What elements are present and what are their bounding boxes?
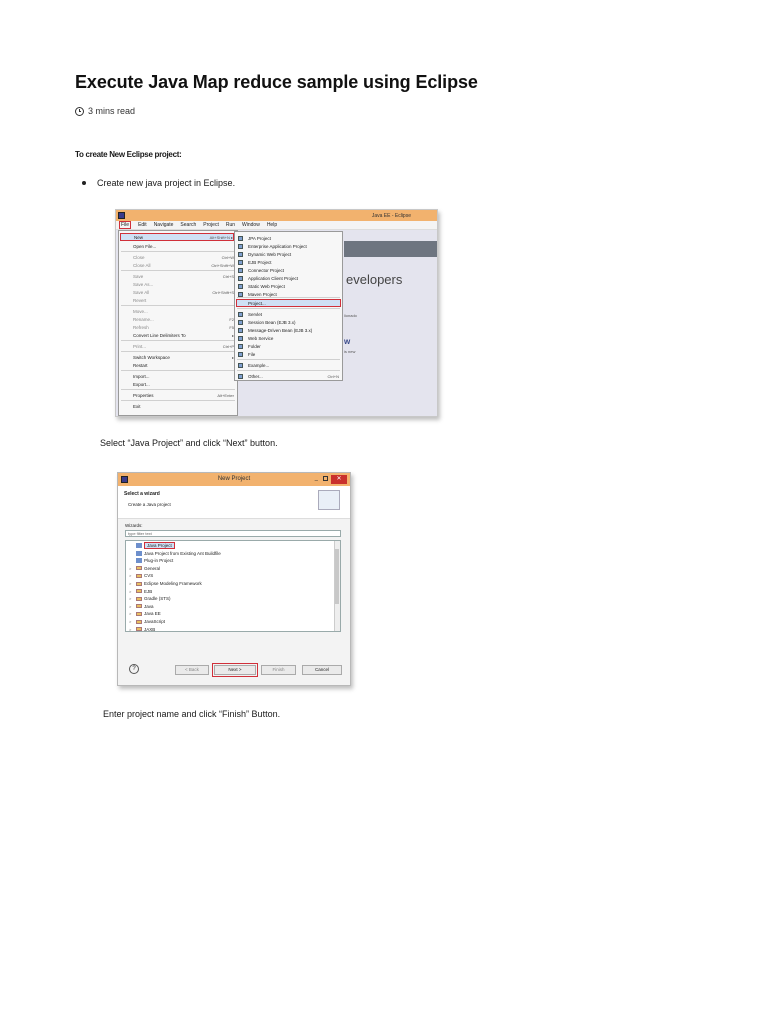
menu-separator [121, 351, 235, 352]
menu-item-label: Print... [133, 343, 147, 349]
new-submenu-item [248, 258, 339, 266]
folder-icon [136, 612, 142, 616]
folder-icon [136, 627, 142, 631]
file-menu-item [133, 353, 234, 361]
wizard-tree [125, 540, 341, 632]
new-submenu-item [248, 266, 339, 274]
menu-item-label: Save All [133, 289, 150, 295]
dialog-titlebar [118, 473, 350, 486]
submenu-item-icon [238, 320, 243, 325]
menu-separator [121, 400, 235, 401]
menu-item-label: Open File... [133, 243, 157, 249]
menubar-item: Project [203, 222, 219, 228]
menu-item-shortcut: Ctrl+N [327, 373, 339, 379]
menu-separator [121, 340, 235, 341]
submenu-item-icon [238, 284, 243, 289]
new-submenu-item [248, 350, 339, 358]
tree-expand-icon: > [129, 581, 132, 586]
eclipse-menu-screenshot [115, 209, 438, 417]
wizard-tree-item [129, 618, 165, 625]
menu-item-shortcut: F2 [229, 316, 234, 322]
menu-item-label: Project... [248, 300, 266, 306]
java-project-icon [136, 543, 142, 548]
wizards-label: Wizards: [125, 523, 143, 528]
menu-item-label: Close [133, 254, 145, 260]
file-menu [118, 230, 238, 416]
submenu-item-icon [238, 276, 243, 281]
menu-item-label: Folder [248, 343, 261, 349]
bullet-item [82, 178, 235, 188]
menu-item-label: New [134, 234, 144, 240]
file-menu-item [133, 361, 234, 369]
menu-item-label: Example... [248, 362, 270, 368]
tree-expand-icon: > [129, 588, 132, 594]
menu-separator [121, 305, 235, 306]
menu-item-shortcut: ▸ [231, 332, 234, 338]
tree-item-label: Gradle (STS) [144, 596, 171, 602]
new-submenu-item [248, 334, 339, 342]
menu-item-shortcut: F5 [229, 324, 234, 330]
submenu-item-icon [238, 236, 243, 241]
menu-item-label: Save As... [133, 281, 154, 287]
new-submenu-item [248, 326, 339, 334]
java-project-icon [136, 551, 142, 556]
new-submenu-item [248, 250, 339, 258]
menu-item-label: Revert [133, 297, 147, 303]
eclipse-icon [121, 476, 128, 483]
dialog-title: New Project [217, 476, 251, 482]
file-menu-item [133, 380, 234, 388]
menu-item-label: Close All [133, 262, 151, 268]
new-submenu-item [248, 234, 339, 242]
wizard-tree-item [129, 595, 171, 602]
tree-item-label: Plug-in Project [144, 558, 174, 564]
submenu-item-icon [238, 312, 243, 317]
new-submenu-item [248, 290, 339, 298]
welcome-subheading: w [344, 337, 351, 346]
menu-item-label: Move... [133, 308, 148, 314]
menu-item-label: Static Web Project [248, 283, 285, 289]
menu-separator [121, 370, 235, 371]
wizard-tree-item [129, 603, 154, 610]
caption-enter-project-name: Enter project name and click “Finish” Button. [103, 709, 281, 719]
scrollbar-thumb [335, 549, 339, 604]
submenu-item-icon [238, 374, 243, 379]
menu-item-label: Dynamic Web Project [248, 251, 292, 257]
submenu-item-icon [238, 268, 243, 273]
bullet-text: Create new java project in Eclipse. [97, 178, 236, 188]
file-menu-item [133, 342, 234, 350]
screenshot-titlebar [116, 210, 437, 221]
menu-separator [121, 251, 235, 252]
file-menu-item [133, 402, 234, 410]
maximize-icon [323, 476, 328, 481]
menu-item-label: Session Bean (EJB 3.x) [248, 319, 296, 325]
wizard-tree-item [129, 572, 153, 579]
submenu-item-icon [238, 336, 243, 341]
tree-expand-icon: > [129, 619, 132, 624]
bullet-dot-icon [82, 181, 86, 185]
dialog-subheading: Create a Java project [128, 502, 171, 507]
tree-item-label: Java Project from Existing Ant Buildfile [144, 550, 221, 556]
menu-separator [121, 270, 235, 271]
finish-button: Finish [261, 665, 296, 675]
tree-expand-icon: > [129, 573, 132, 579]
menu-item-label: Web Service [248, 335, 274, 341]
menubar-item: Run [225, 222, 236, 228]
new-submenu-item [248, 310, 339, 318]
back-button: < Back [175, 665, 209, 675]
file-menu-item [133, 315, 234, 323]
welcome-banner [344, 241, 438, 257]
new-submenu-item [248, 361, 339, 369]
folder-icon [136, 566, 142, 570]
menu-item-shortcut: Ctrl+S [222, 273, 234, 279]
tree-expand-icon: > [129, 611, 132, 617]
menubar-item: File [121, 222, 130, 228]
tree-item-label: Eclipse Modeling Framework [144, 581, 202, 586]
new-submenu-item [236, 299, 341, 307]
menu-item-shortcut: Ctrl+Shift+W [211, 262, 234, 268]
help-icon: ? [129, 664, 139, 674]
file-menu-item [133, 261, 234, 269]
wizard-tree-item [136, 550, 221, 557]
menu-item-shortcut: Alt+Shift+N ▸ [209, 234, 233, 240]
wizard-tree-item [129, 580, 202, 587]
menu-item-label: Switch Workspace [133, 354, 170, 360]
menu-item-shortcut: ▸ [231, 354, 234, 360]
folder-icon [136, 589, 142, 593]
new-submenu-item [248, 318, 339, 326]
eclipse-icon [118, 212, 125, 219]
file-menu-item [133, 323, 234, 331]
menu-item-label: Restart [133, 362, 148, 368]
wizard-banner-icon [318, 490, 340, 510]
read-time [75, 106, 135, 116]
menu-item-shortcut: Alt+Enter [217, 392, 234, 398]
tree-expand-icon: > [129, 596, 132, 602]
menu-item-label: Refresh [133, 324, 149, 330]
tree-item-label: EJB [144, 588, 153, 594]
submenu-item-icon [238, 328, 243, 333]
menu-item-label: Properties [133, 392, 154, 398]
minimize-icon: – [314, 478, 318, 484]
filter-input: type filter text [125, 530, 341, 537]
close-icon: ✕ [331, 475, 347, 484]
menu-item-label: Enterprise Application Project [248, 243, 307, 249]
welcome-heading: evelopers [346, 272, 403, 287]
submenu-item-icon [238, 252, 243, 257]
next-button: Next > [214, 665, 256, 675]
file-menu-item [133, 280, 234, 288]
menu-item-label: File [248, 351, 256, 357]
menubar-item: Navigate [153, 222, 174, 228]
menu-item-label: Maven Project [248, 291, 277, 297]
menu-item-label: Rename... [133, 316, 154, 322]
screenshot-window-title: Java EE - Eclipse [371, 212, 411, 219]
new-project-dialog-screenshot [117, 472, 351, 686]
new-submenu-item [248, 242, 339, 250]
menu-item-shortcut: Ctrl+P [222, 343, 234, 349]
tree-item-label: CVS [144, 573, 154, 579]
folder-icon [136, 604, 142, 608]
folder-icon [136, 597, 142, 601]
tree-expand-icon: > [129, 603, 132, 609]
menu-separator [237, 359, 340, 360]
caption-select-java-project: Select “Java Project” and click “Next” button. [100, 438, 278, 448]
submenu-item-icon [238, 344, 243, 349]
section-heading: To create New Eclipse project: [75, 150, 182, 159]
wizard-tree-item [136, 557, 173, 564]
new-submenu-item [248, 274, 339, 282]
tree-expand-icon: > [129, 626, 132, 632]
menu-item-label: Application Client Project [248, 275, 299, 281]
cancel-button: Cancel [302, 665, 342, 675]
folder-icon [136, 620, 142, 624]
read-time-label: 3 mins read [88, 106, 136, 116]
submenu-item-icon [238, 244, 243, 249]
dialog-heading: Select a wizard [124, 491, 160, 497]
article-title: Execute Java Map reduce sample using Eclipse [75, 72, 478, 92]
tree-item-label: JavaScript [144, 619, 166, 624]
menubar-item: Edit [138, 222, 147, 228]
file-menu-item [120, 233, 234, 241]
menu-item-label: EJB Project [248, 259, 272, 265]
screenshot-menubar [116, 221, 437, 230]
menu-item-label: Exit [133, 403, 141, 409]
menu-separator [121, 389, 235, 390]
wizard-tree-item [129, 610, 161, 617]
wizard-tree-item [136, 542, 175, 549]
tree-scrollbar [334, 541, 340, 631]
file-menu-item [133, 307, 234, 315]
menubar-item: Window [242, 222, 260, 228]
menu-item-label: Import... [133, 373, 150, 379]
menu-item-label: Servlet [248, 311, 263, 317]
tree-expand-icon: > [129, 565, 132, 571]
welcome-text-2: is new [344, 349, 356, 354]
file-menu-item [133, 391, 234, 399]
menu-item-label: Connector Project [248, 267, 285, 273]
menu-item-label: Message-Driven Bean (EJB 3.x) [248, 327, 313, 333]
submenu-item-icon [238, 260, 243, 265]
file-menu-item [133, 372, 234, 380]
clock-icon [75, 107, 84, 116]
menu-separator [237, 370, 340, 371]
tree-item-label: Java EE [144, 611, 161, 617]
file-menu-item [133, 296, 234, 304]
new-submenu-item [248, 282, 339, 290]
menu-separator [237, 308, 340, 309]
new-submenu-item [248, 342, 339, 350]
submenu-item-icon [238, 292, 243, 297]
submenu-item-icon [238, 363, 243, 368]
file-menu-item [133, 331, 234, 339]
java-project-icon [136, 558, 142, 563]
menu-item-label: Convert Line Delimiters To [133, 332, 186, 338]
menubar-item: Help [266, 222, 278, 228]
new-submenu-item [248, 372, 339, 380]
wizard-tree-item [129, 588, 152, 595]
wizard-tree-item [129, 565, 160, 572]
menu-item-label: Save [133, 273, 144, 279]
menu-item-shortcut: Ctrl+Shift+S [212, 289, 234, 295]
tree-item-label: JAXB [144, 626, 156, 632]
file-menu-item [133, 288, 234, 296]
file-menu-item [133, 242, 234, 250]
submenu-item-icon [238, 352, 243, 357]
tree-item-label: General [144, 565, 161, 571]
welcome-text: lionado [344, 313, 357, 318]
folder-icon [136, 582, 142, 586]
file-menu-item [133, 272, 234, 280]
file-menu-item [133, 253, 234, 261]
menubar-item: Search [180, 222, 197, 228]
menu-item-label: JPA Project [248, 235, 271, 241]
folder-icon [136, 574, 142, 578]
menu-item-label: Other... [248, 373, 263, 379]
menu-item-shortcut: Ctrl+W [221, 254, 234, 260]
tree-item-label: Java [144, 603, 154, 609]
dialog-header [118, 486, 350, 519]
wizard-tree-item [129, 626, 155, 633]
tree-item-label: Java Project [144, 542, 175, 549]
menu-item-label: Export... [133, 381, 150, 387]
